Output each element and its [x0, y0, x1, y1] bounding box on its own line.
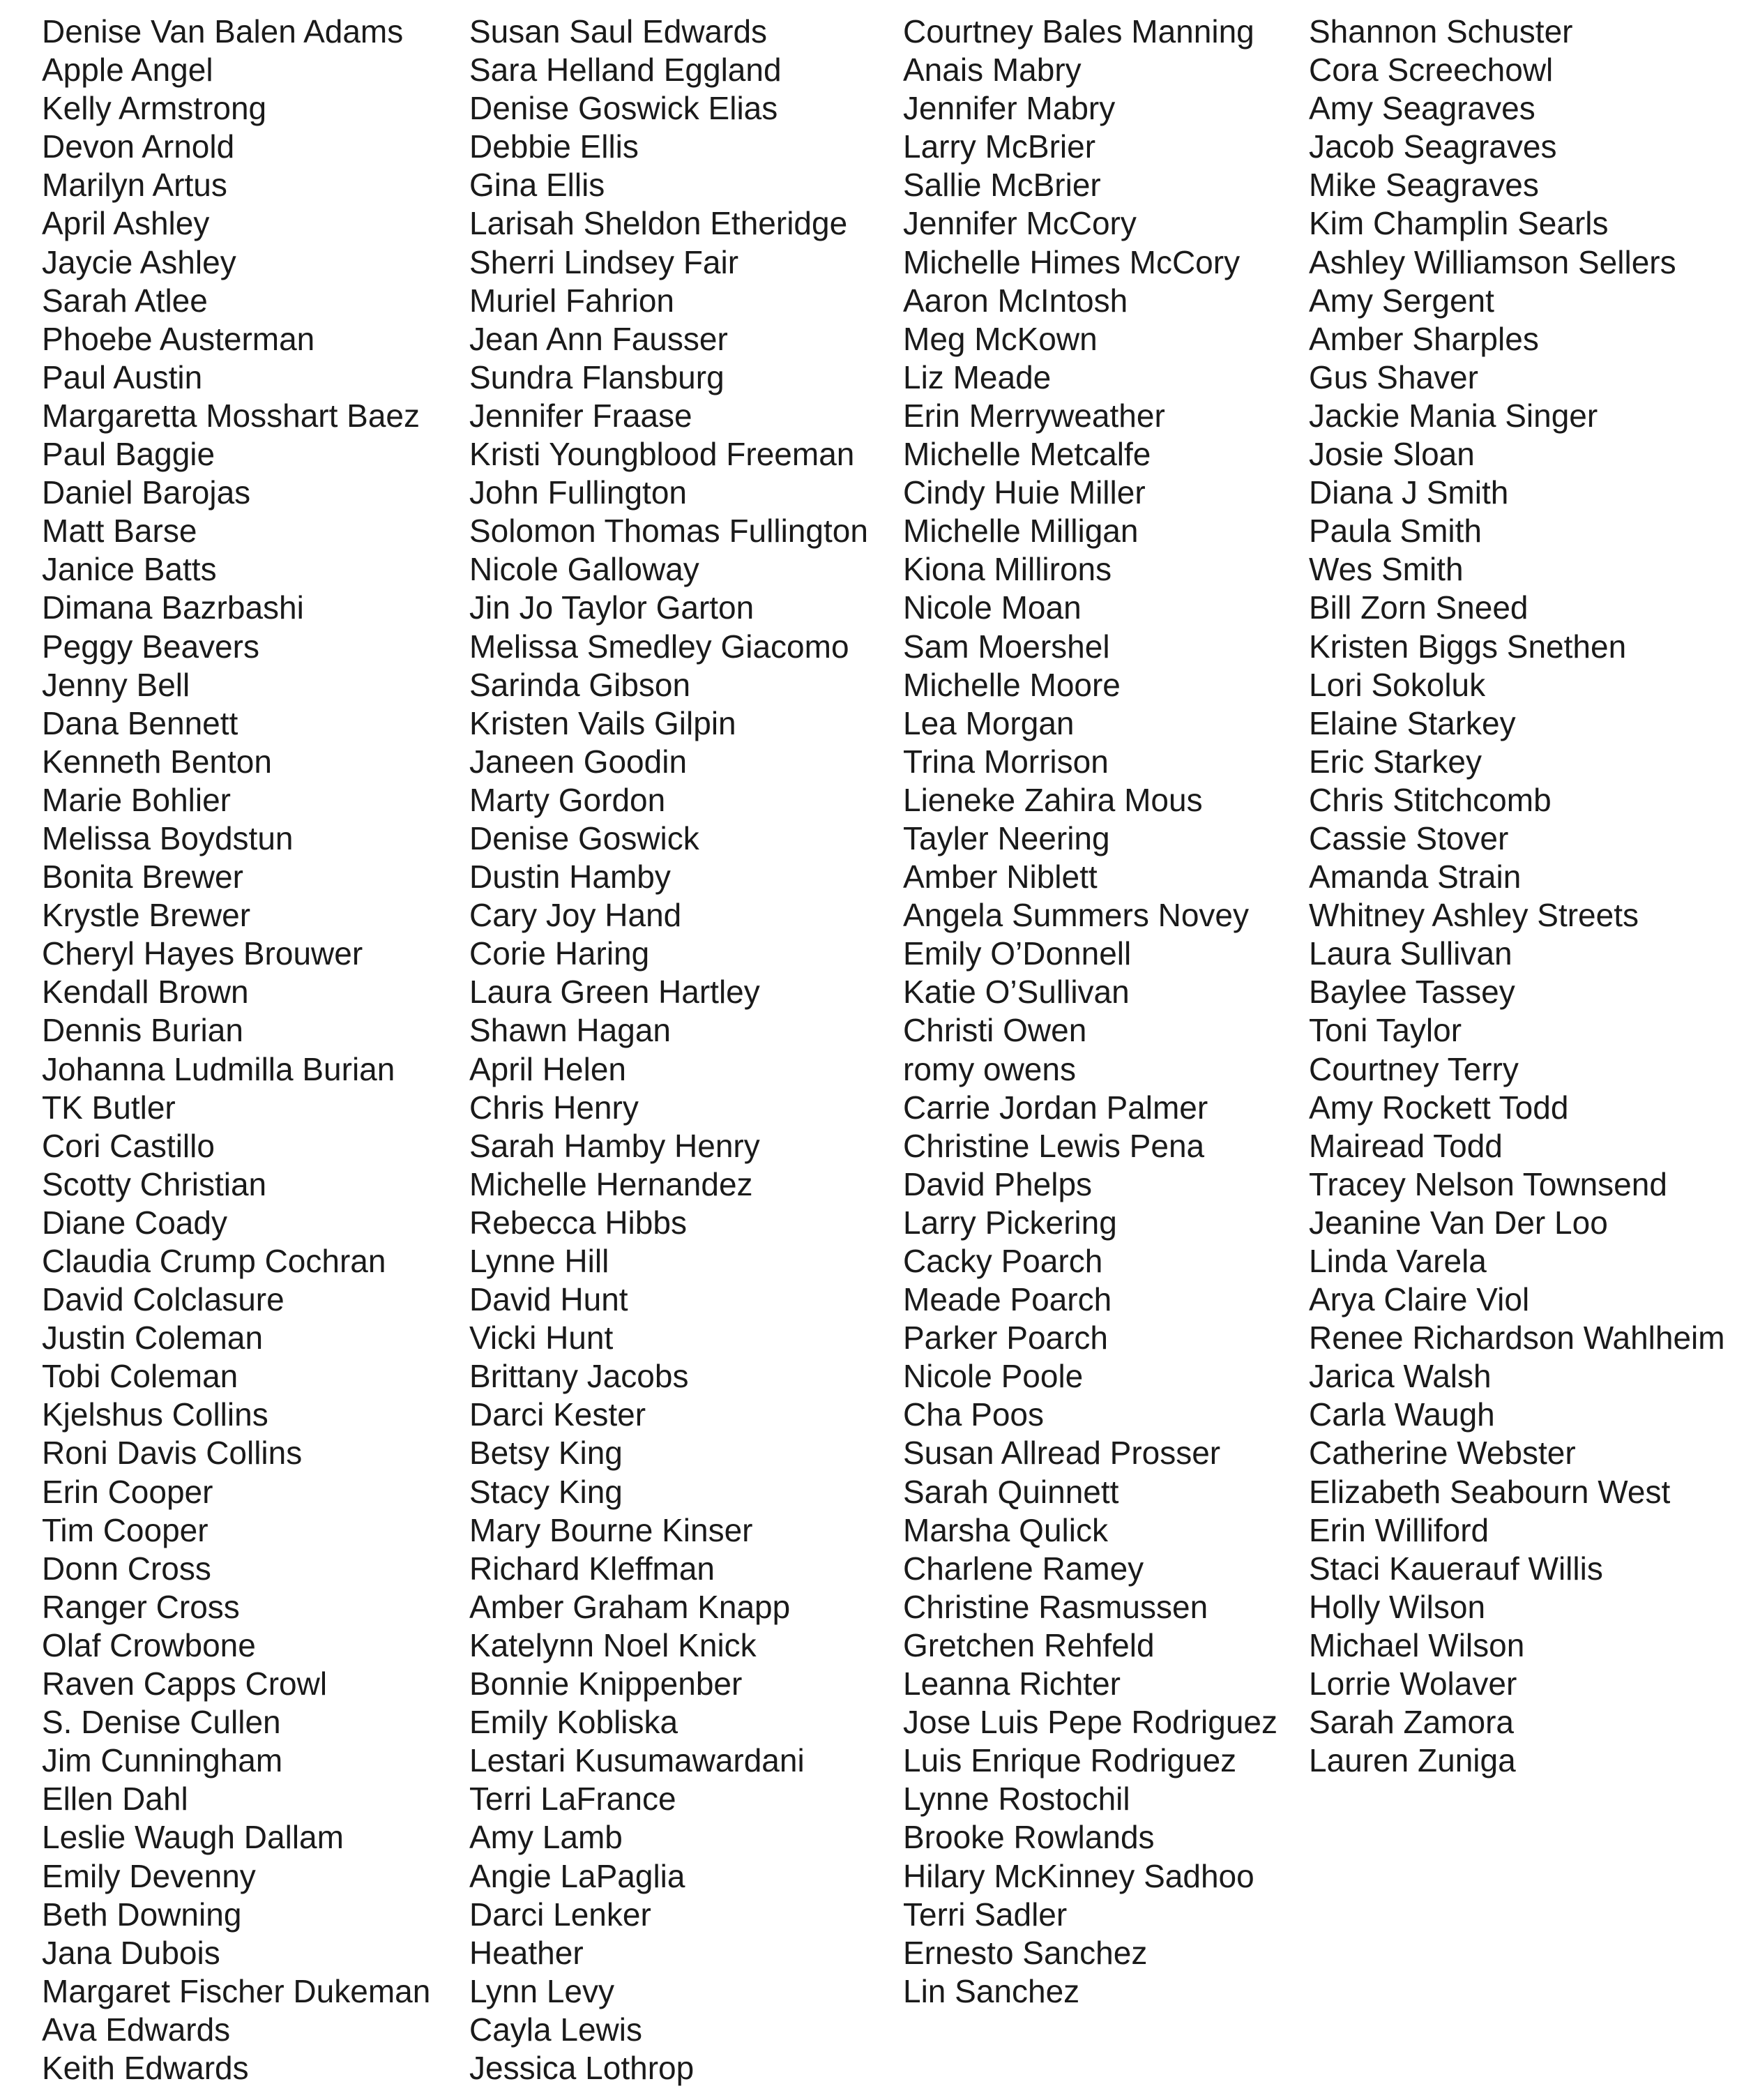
name-entry: Christine Lewis Pena — [903, 1127, 1205, 1164]
name-entry: April Helen — [469, 1050, 626, 1087]
name-entry: Jackie Mania Singer — [1309, 397, 1598, 434]
name-entry: Margaret Fischer Dukeman — [42, 1972, 431, 2009]
name-entry: Devon Arnold — [42, 128, 235, 165]
name-entry: Lori Sokoluk — [1309, 666, 1486, 703]
name-entry: Bonnie Knippenber — [469, 1665, 743, 1702]
name-entry: Apple Angel — [42, 52, 213, 89]
name-entry: Nicole Galloway — [469, 551, 699, 588]
name-entry: Marie Bohlier — [42, 781, 231, 818]
name-entry: Eric Starkey — [1309, 743, 1482, 780]
name-entry: Josie Sloan — [1309, 436, 1475, 473]
name-entry: Richard Kleffman — [469, 1550, 715, 1587]
name-entry: Dimana Bazrbashi — [42, 589, 304, 626]
name-entry: Jenny Bell — [42, 666, 190, 703]
name-entry: Jarica Walsh — [1309, 1358, 1492, 1395]
name-entry: Christi Owen — [903, 1012, 1087, 1049]
name-entry: Olaf Crowbone — [42, 1626, 256, 1663]
name-entry: Donn Cross — [42, 1550, 211, 1587]
name-entry: Michelle Milligan — [903, 513, 1139, 550]
name-entry: Nicole Moan — [903, 589, 1082, 626]
name-entry: Courtney Bales Manning — [903, 13, 1254, 50]
name-entry: Lynne Hill — [469, 1243, 609, 1279]
name-entry: Tim Cooper — [42, 1511, 208, 1548]
name-entry: Phoebe Austerman — [42, 320, 315, 357]
name-entry: Katelynn Noel Knick — [469, 1626, 757, 1663]
name-entry: Darci Kester — [469, 1396, 646, 1433]
name-entry: Bill Zorn Sneed — [1309, 589, 1529, 626]
name-entry: Aaron McIntosh — [903, 282, 1128, 319]
name-entry: Terri Sadler — [903, 1896, 1068, 1933]
name-entry: Amber Niblett — [903, 859, 1098, 896]
name-entry: Michelle Himes McCory — [903, 243, 1241, 280]
name-entry: Lestari Kusumawardani — [469, 1742, 805, 1779]
name-entry: Shannon Schuster — [1309, 13, 1573, 50]
name-entry: Cassie Stover — [1309, 819, 1509, 856]
name-entry: Gus Shaver — [1309, 358, 1478, 395]
name-entry: David Colclasure — [42, 1281, 285, 1318]
name-entry: Amber Graham Knapp — [469, 1588, 791, 1625]
name-entry: Scotty Christian — [42, 1165, 267, 1202]
name-entry: Jana Dubois — [42, 1934, 220, 1971]
name-entry: Gretchen Rehfeld — [903, 1626, 1155, 1663]
name-entry: Jim Cunningham — [42, 1742, 283, 1779]
name-entry: Leslie Waugh Dallam — [42, 1819, 344, 1856]
name-entry: Michael Wilson — [1309, 1626, 1525, 1663]
name-entry: Katie O’Sullivan — [903, 974, 1130, 1011]
name-entry: Kelly Armstrong — [42, 90, 267, 127]
name-entry: Jennifer McCory — [903, 205, 1137, 242]
name-entry: Kjelshus Collins — [42, 1396, 268, 1433]
name-entry: Mary Bourne Kinser — [469, 1511, 753, 1548]
name-entry: Heather — [469, 1934, 584, 1971]
name-entry: Linda Varela — [1309, 1243, 1487, 1279]
name-entry: Lauren Zuniga — [1309, 1742, 1516, 1779]
name-entry: Paula Smith — [1309, 513, 1482, 550]
name-entry: Muriel Fahrion — [469, 282, 674, 319]
name-entry: Trina Morrison — [903, 743, 1109, 780]
name-entry: Sarah Zamora — [1309, 1704, 1515, 1741]
name-entry: Sarah Hamby Henry — [469, 1127, 760, 1164]
name-entry: Amy Seagraves — [1309, 90, 1535, 127]
name-entry: Anais Mabry — [903, 52, 1082, 89]
name-entry: Meade Poarch — [903, 1281, 1112, 1318]
name-entry: Luis Enrique Rodriguez — [903, 1742, 1237, 1779]
name-entry: Erin Cooper — [42, 1473, 213, 1510]
name-entry: Marsha Qulick — [903, 1511, 1108, 1548]
name-entry: Keith Edwards — [42, 2049, 249, 2086]
name-entry: Sarah Quinnett — [903, 1473, 1119, 1510]
name-entry: Mike Seagraves — [1309, 167, 1539, 204]
name-entry: Gina Ellis — [469, 167, 605, 204]
name-entry: Kendall Brown — [42, 974, 249, 1011]
name-entry: Lea Morgan — [903, 704, 1075, 741]
name-entry: Roni Davis Collins — [42, 1435, 303, 1472]
name-entry: Dennis Burian — [42, 1012, 243, 1049]
name-entry: Cha Poos — [903, 1396, 1045, 1433]
name-entry: Claudia Crump Cochran — [42, 1243, 386, 1279]
name-entry: Staci Kauerauf Willis — [1309, 1550, 1603, 1587]
name-entry: Diane Coady — [42, 1204, 227, 1241]
name-entry: Jin Jo Taylor Garton — [469, 589, 754, 626]
name-entry: Janeen Goodin — [469, 743, 688, 780]
name-entry: Holly Wilson — [1309, 1588, 1486, 1625]
name-entry: Krystle Brewer — [42, 897, 251, 934]
name-entry: Michelle Hernandez — [469, 1165, 753, 1202]
name-entry: Courtney Terry — [1309, 1050, 1519, 1087]
name-entry: Darci Lenker — [469, 1896, 651, 1933]
name-entry: Ashley Williamson Sellers — [1309, 243, 1676, 280]
name-entry: Janice Batts — [42, 551, 217, 588]
name-entry: Sam Moershel — [903, 628, 1110, 665]
name-entry: Ava Edwards — [42, 2011, 231, 2048]
name-entry: Susan Saul Edwards — [469, 13, 768, 50]
name-entry: Ellen Dahl — [42, 1781, 188, 1818]
name-entry: Sara Helland Eggland — [469, 52, 782, 89]
name-entry: Justin Coleman — [42, 1320, 264, 1357]
name-entry: Rebecca Hibbs — [469, 1204, 687, 1241]
name-entry: Michelle Moore — [903, 666, 1121, 703]
name-entry: Marilyn Artus — [42, 167, 227, 204]
name-entry: Cora Screechowl — [1309, 52, 1554, 89]
name-entry: Jean Ann Fausser — [469, 320, 728, 357]
name-entry: Tobi Coleman — [42, 1358, 238, 1395]
name-entry: Erin Williford — [1309, 1511, 1489, 1548]
name-entry: Kenneth Benton — [42, 743, 272, 780]
name-entry: Christine Rasmussen — [903, 1588, 1208, 1625]
name-entry: Jennifer Mabry — [903, 90, 1116, 127]
name-entry: Liz Meade — [903, 358, 1052, 395]
name-entry: Lorrie Wolaver — [1309, 1665, 1517, 1702]
name-entry: Brooke Rowlands — [903, 1819, 1155, 1856]
name-entry: Larry McBrier — [903, 128, 1096, 165]
name-entry: Dustin Hamby — [469, 859, 671, 896]
name-entry: Denise Goswick Elias — [469, 90, 778, 127]
name-entry: Peggy Beavers — [42, 628, 259, 665]
name-entry: Tracey Nelson Townsend — [1309, 1165, 1667, 1202]
name-entry: Cacky Poarch — [903, 1243, 1103, 1279]
name-entry: Brittany Jacobs — [469, 1358, 689, 1395]
name-entry: Kiona Millirons — [903, 551, 1112, 588]
name-entry: David Hunt — [469, 1281, 628, 1318]
name-entry: Amy Rockett Todd — [1309, 1089, 1569, 1126]
name-entry: Ernesto Sanchez — [903, 1934, 1148, 1971]
name-entry: romy owens — [903, 1050, 1076, 1087]
name-entry: Charlene Ramey — [903, 1550, 1144, 1587]
name-entry: Emily O’Donnell — [903, 935, 1132, 972]
name-entry: Elaine Starkey — [1309, 704, 1516, 741]
name-entry: Melissa Smedley Giacomo — [469, 628, 849, 665]
name-entry: Jacob Seagraves — [1309, 128, 1557, 165]
name-entry: Betsy King — [469, 1435, 623, 1472]
name-entry: Toni Taylor — [1309, 1012, 1462, 1049]
name-entry: Wes Smith — [1309, 551, 1464, 588]
name-entry: Larry Pickering — [903, 1204, 1117, 1241]
name-entry: Marty Gordon — [469, 781, 666, 818]
names-column-1 — [42, 13, 430, 2087]
name-entry: Arya Claire Viol — [1309, 1281, 1530, 1318]
name-entry: David Phelps — [903, 1165, 1093, 1202]
name-entry: Matt Barse — [42, 513, 197, 550]
name-entry: Corie Haring — [469, 935, 650, 972]
name-entry: Lieneke Zahira Mous — [903, 781, 1203, 818]
name-entry: TK Butler — [42, 1089, 176, 1126]
name-entry: Cori Castillo — [42, 1127, 215, 1164]
name-entry: Paul Baggie — [42, 436, 215, 473]
name-entry: Melissa Boydstun — [42, 819, 294, 856]
name-entry: Jeanine Van Der Loo — [1309, 1204, 1608, 1241]
name-entry: Denise Goswick — [469, 819, 699, 856]
name-entry: Whitney Ashley Streets — [1309, 897, 1639, 934]
name-entry: Cindy Huie Miller — [903, 474, 1146, 511]
name-entry: Susan Allread Prosser — [903, 1435, 1221, 1472]
name-entry: Lynne Rostochil — [903, 1781, 1130, 1818]
name-entry: Lynn Levy — [469, 1972, 614, 2009]
name-entry: Carrie Jordan Palmer — [903, 1089, 1208, 1126]
name-entry: Jaycie Ashley — [42, 243, 236, 280]
name-entry: Catherine Webster — [1309, 1435, 1576, 1472]
name-entry: Baylee Tassey — [1309, 974, 1515, 1011]
name-entry: April Ashley — [42, 205, 210, 242]
name-entry: Kim Champlin Searls — [1309, 205, 1609, 242]
name-entry: Chris Henry — [469, 1089, 639, 1126]
name-entry: Renee Richardson Wahlheim — [1309, 1320, 1725, 1357]
names-column-4 — [1309, 13, 1725, 1780]
name-entry: Debbie Ellis — [469, 128, 639, 165]
names-column-2 — [469, 13, 868, 2087]
name-entry: Jose Luis Pepe Rodriguez — [903, 1704, 1277, 1741]
name-entry: Laura Green Hartley — [469, 974, 760, 1011]
name-entry: Leanna Richter — [903, 1665, 1121, 1702]
name-entry: Sarah Atlee — [42, 282, 208, 319]
names-column-3 — [903, 13, 1277, 2011]
name-entry: Amanda Strain — [1309, 859, 1522, 896]
name-entry: Sallie McBrier — [903, 167, 1101, 204]
name-entry: Cayla Lewis — [469, 2011, 642, 2048]
name-entry: Angela Summers Novey — [903, 897, 1249, 934]
name-entry: Daniel Barojas — [42, 474, 251, 511]
name-entry: Emily Devenny — [42, 1857, 256, 1894]
name-entry: Emily Kobliska — [469, 1704, 678, 1741]
name-entry: Carla Waugh — [1309, 1396, 1495, 1433]
name-entry: Sundra Flansburg — [469, 358, 725, 395]
name-entry: Sherri Lindsey Fair — [469, 243, 739, 280]
name-entry: Paul Austin — [42, 358, 203, 395]
name-entry: Elizabeth Seabourn West — [1309, 1473, 1671, 1510]
name-entry: Chris Stitchcomb — [1309, 781, 1552, 818]
name-entry: Ranger Cross — [42, 1588, 240, 1625]
name-entry: Parker Poarch — [903, 1320, 1109, 1357]
name-entry: Nicole Poole — [903, 1358, 1084, 1395]
name-entry: Meg McKown — [903, 320, 1098, 357]
name-entry: Diana J Smith — [1309, 474, 1509, 511]
name-entry: Kristi Youngblood Freeman — [469, 436, 855, 473]
name-entry: Larisah Sheldon Etheridge — [469, 205, 848, 242]
name-entry: Johanna Ludmilla Burian — [42, 1050, 395, 1087]
name-entry: Solomon Thomas Fullington — [469, 513, 868, 550]
name-entry: Angie LaPaglia — [469, 1857, 685, 1894]
name-entry: Cheryl Hayes Brouwer — [42, 935, 363, 972]
name-entry: Jennifer Fraase — [469, 397, 692, 434]
name-entry: Amber Sharples — [1309, 320, 1539, 357]
name-entry: Michelle Metcalfe — [903, 436, 1151, 473]
name-entry: Amy Sergent — [1309, 282, 1494, 319]
name-entry: Denise Van Balen Adams — [42, 13, 404, 50]
name-entry: S. Denise Cullen — [42, 1704, 281, 1741]
name-entry: Hilary McKinney Sadhoo — [903, 1857, 1254, 1894]
name-entry: Kristen Biggs Snethen — [1309, 628, 1627, 665]
name-entry: Jessica Lothrop — [469, 2049, 695, 2086]
name-entry: Dana Bennett — [42, 704, 238, 741]
name-entry: Stacy King — [469, 1473, 623, 1510]
name-entry: Margaretta Mosshart Baez — [42, 397, 420, 434]
name-entry: Mairead Todd — [1309, 1127, 1503, 1164]
name-entry: Laura Sullivan — [1309, 935, 1512, 972]
name-entry: Kristen Vails Gilpin — [469, 704, 736, 741]
name-entry: Amy Lamb — [469, 1819, 623, 1856]
name-entry: Raven Capps Crowl — [42, 1665, 328, 1702]
name-entry: Tayler Neering — [903, 819, 1110, 856]
name-entry: Sarinda Gibson — [469, 666, 691, 703]
name-entry: John Fullington — [469, 474, 687, 511]
name-entry: Erin Merryweather — [903, 397, 1165, 434]
name-entry: Beth Downing — [42, 1896, 242, 1933]
name-entry: Lin Sanchez — [903, 1972, 1080, 2009]
name-entry: Bonita Brewer — [42, 859, 243, 896]
name-entry: Shawn Hagan — [469, 1012, 671, 1049]
name-entry: Cary Joy Hand — [469, 897, 682, 934]
name-entry: Terri LaFrance — [469, 1781, 676, 1818]
name-entry: Vicki Hunt — [469, 1320, 614, 1357]
